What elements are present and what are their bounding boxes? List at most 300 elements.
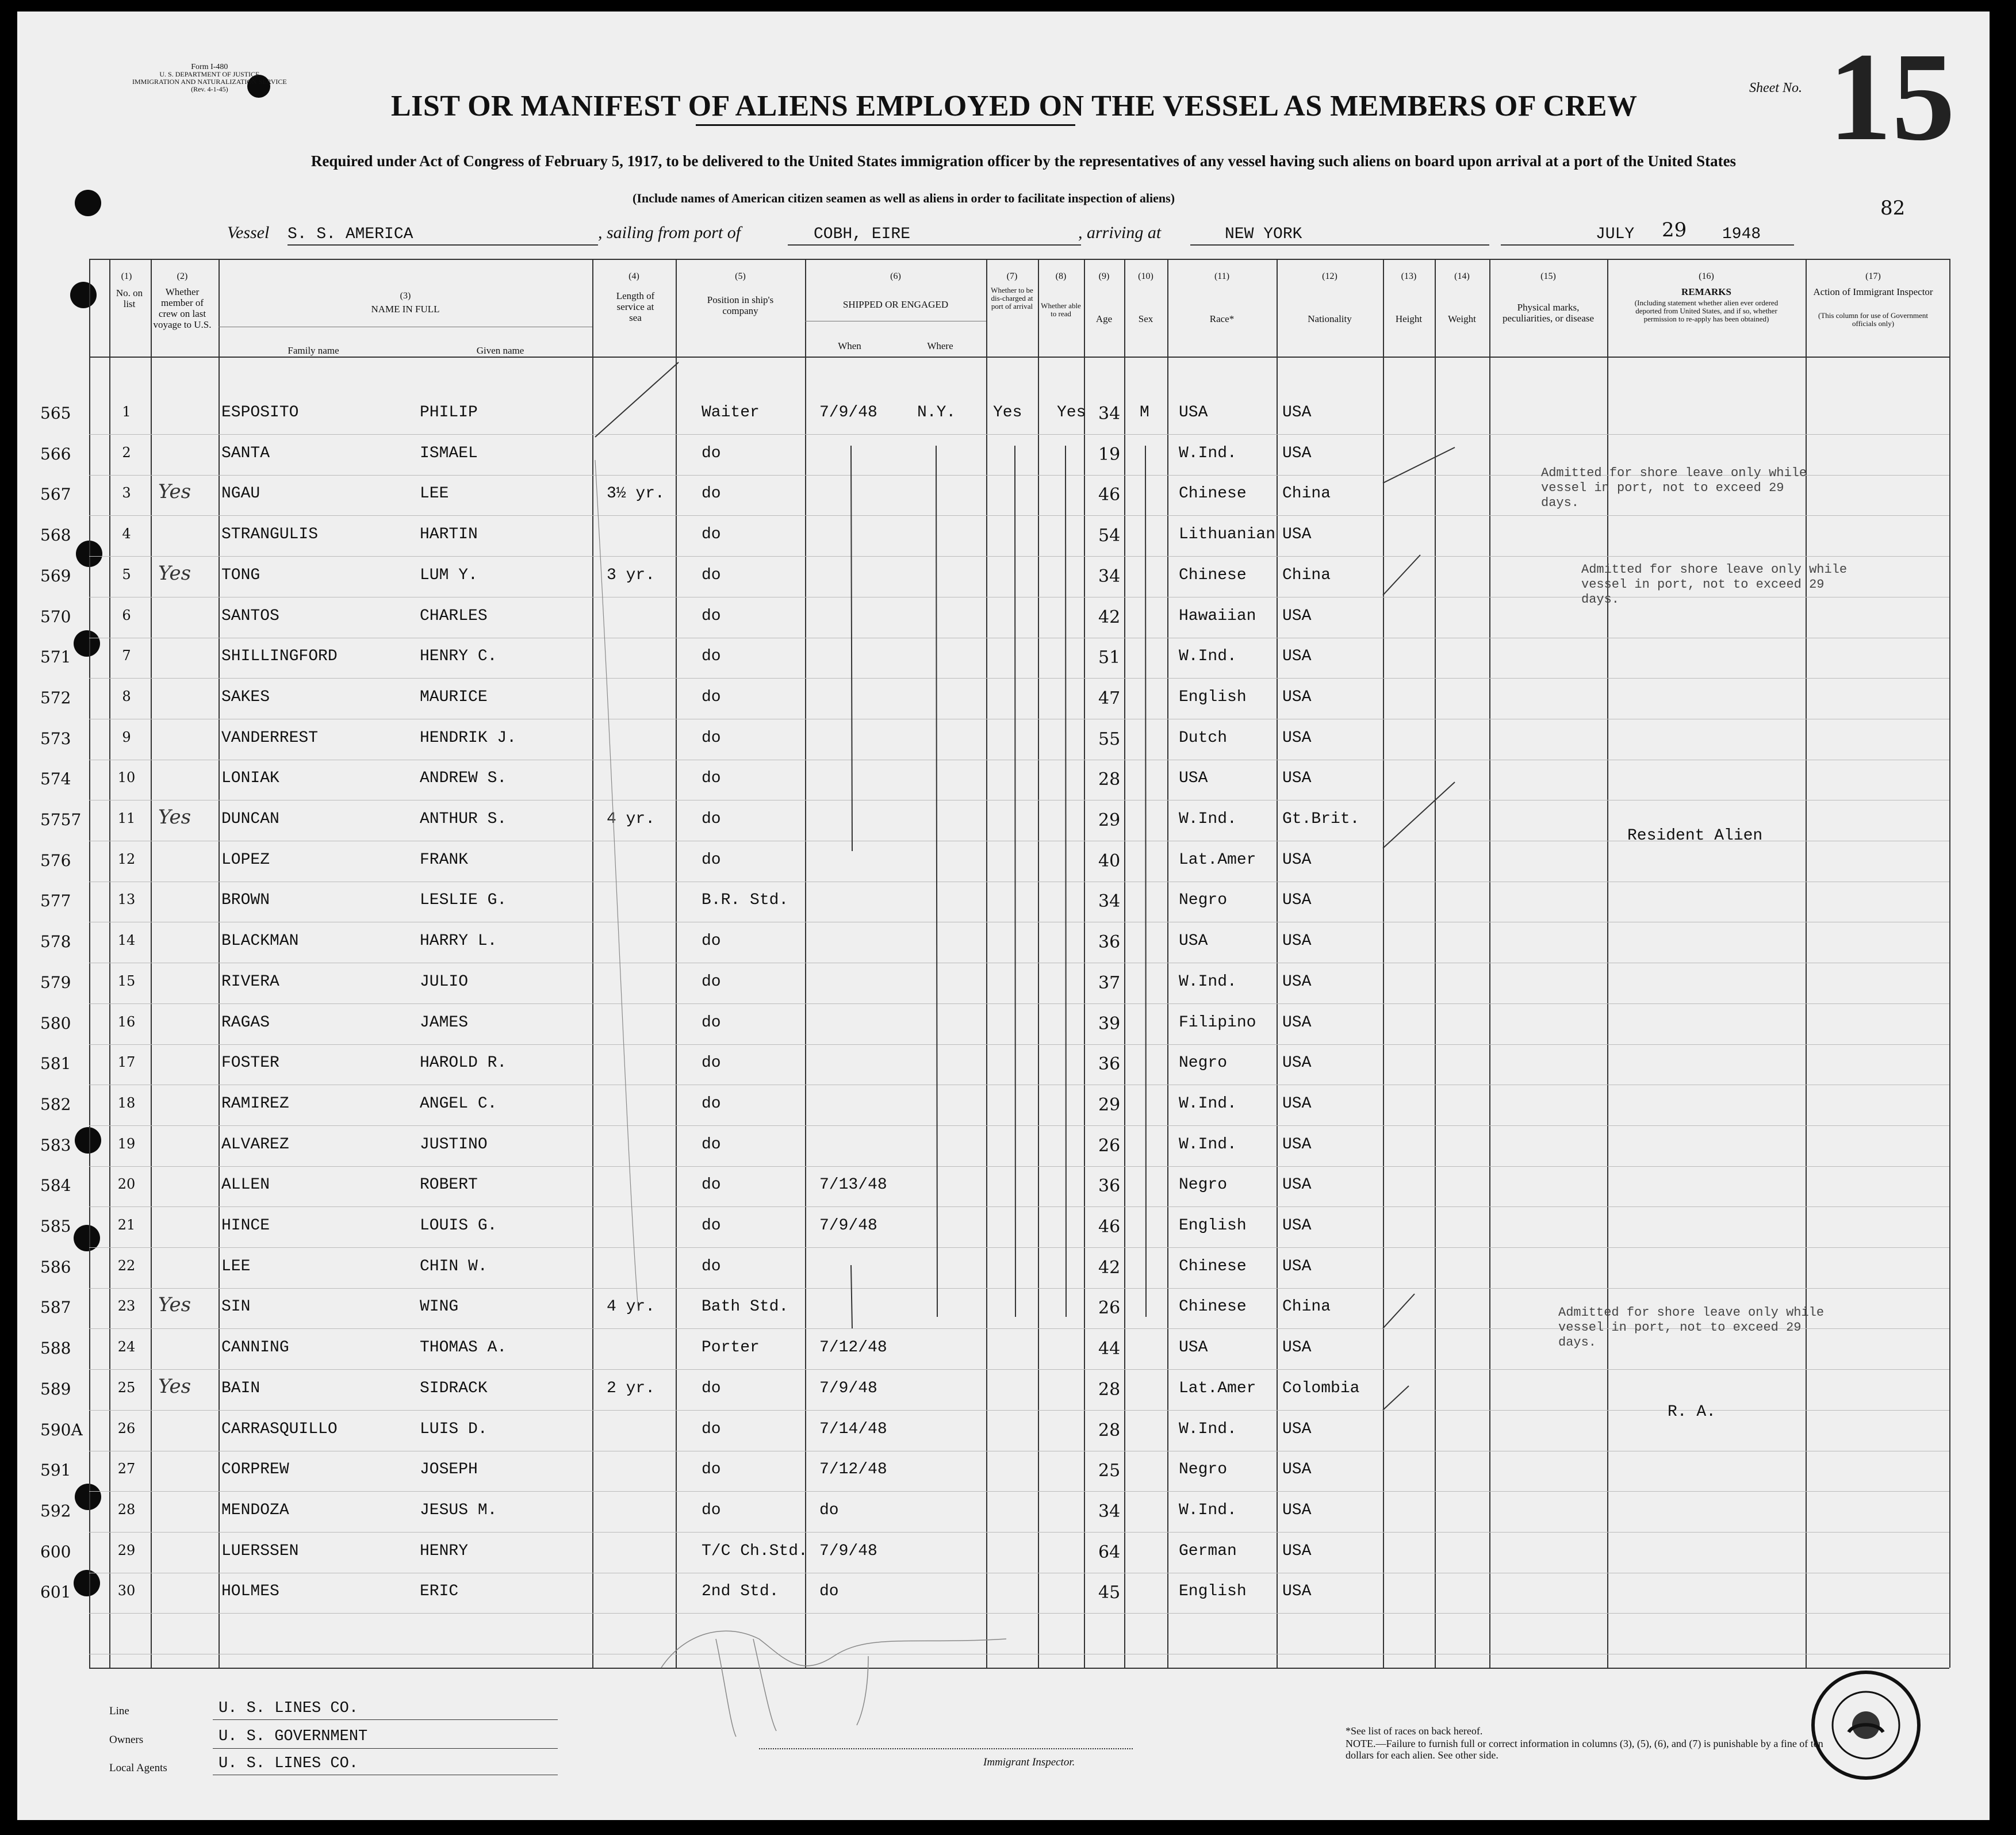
row-read: Yes xyxy=(1057,404,1086,422)
row-race: USA xyxy=(1179,932,1208,951)
row-service: 4 yr. xyxy=(607,1298,656,1316)
header-sex: Sex xyxy=(1138,313,1153,324)
row-family: DUNCAN xyxy=(221,810,279,828)
row-given: JAMES xyxy=(420,1013,469,1032)
arrival-date-day: 29 xyxy=(1662,219,1687,242)
row-given: ANTHUR S. xyxy=(420,810,507,828)
row-family: BLACKMAN xyxy=(221,932,299,951)
header-age: Age xyxy=(1095,313,1113,324)
row-race: W.Ind. xyxy=(1179,972,1237,991)
row-race: USA xyxy=(1179,1339,1208,1357)
col-number: (5) xyxy=(735,271,746,281)
row-nationality: USA xyxy=(1282,1257,1312,1275)
header-family-name: Family name xyxy=(288,345,339,356)
row-ref: 567 xyxy=(40,485,71,504)
service-ditto-line xyxy=(595,460,638,1311)
header-height: Height xyxy=(1395,313,1423,324)
row-race: USA xyxy=(1179,769,1208,788)
header-weight: Weight xyxy=(1448,313,1476,324)
row-given: ROBERT xyxy=(420,1176,478,1194)
row-family: FOSTER xyxy=(221,1054,279,1072)
row-race: W.Ind. xyxy=(1179,810,1237,828)
row-age: 55 xyxy=(1098,729,1121,749)
form-number: Form I-480 xyxy=(191,63,228,71)
row-nationality: USA xyxy=(1282,1176,1312,1194)
row-given: HENRY C. xyxy=(420,648,497,666)
sailing-from-port: COBH, EIRE xyxy=(814,225,911,243)
row-family: NGAU xyxy=(221,485,260,503)
row-race: W.Ind. xyxy=(1179,1501,1237,1519)
arrival-date-month: JULY xyxy=(1596,225,1635,243)
row-family: BAIN xyxy=(221,1379,260,1397)
row-ref: 568 xyxy=(40,526,71,545)
col-number: (1) xyxy=(121,271,132,281)
row-race: Negro xyxy=(1179,1461,1228,1479)
row-race: English xyxy=(1179,688,1247,706)
row-race: Negro xyxy=(1179,891,1228,910)
row-family: LONIAK xyxy=(221,769,279,788)
row-when: 7/9/48 xyxy=(819,1217,877,1235)
row-family: CARRASQUILLO xyxy=(221,1420,338,1438)
row-nationality: China xyxy=(1282,566,1331,584)
header-remarks-sub: (Including statement whether alien ever ordered deported from United States, and if so, whether permission to re-apply has been obtained) xyxy=(1634,298,1779,323)
row-age: 19 xyxy=(1098,444,1121,465)
row-ref: 566 xyxy=(40,444,71,463)
row-when: 7/9/48 xyxy=(819,1379,877,1397)
row-ref: 573 xyxy=(40,729,71,748)
row-ref: 585 xyxy=(40,1217,71,1236)
sheet-number-label: Sheet No. xyxy=(1749,81,1802,95)
row-position: do xyxy=(702,607,721,625)
reference-number: 82 xyxy=(1880,197,1906,220)
header-inspector-sub: (This column for use of Government officials only) xyxy=(1818,311,1928,328)
row-ref: 576 xyxy=(40,851,71,870)
remark-link-mark xyxy=(1383,782,1455,848)
row-no: 3 xyxy=(122,485,131,501)
row-position: do xyxy=(702,769,721,788)
page-note: (Include names of American citizen seamen as well as aliens in order to facilitate inspection of aliens) xyxy=(633,191,1175,205)
row-service: 2 yr. xyxy=(607,1379,656,1397)
row-given: LESLIE G. xyxy=(420,891,507,910)
row-ref: 565 xyxy=(40,404,71,423)
vessel-name: S. S. AMERICA xyxy=(288,225,413,243)
col-number: (16) xyxy=(1699,271,1714,281)
row-given: CHARLES xyxy=(420,607,488,625)
row-nationality: USA xyxy=(1282,1094,1312,1113)
row-position: do xyxy=(702,566,721,584)
row-ref: 581 xyxy=(40,1054,71,1074)
remark-link-mark xyxy=(1383,447,1455,483)
inspector-signature xyxy=(661,1631,1006,1737)
row-family: MENDOZA xyxy=(221,1501,289,1519)
header-name-in-full: NAME IN FULL xyxy=(371,304,440,315)
row-no: 9 xyxy=(122,729,131,745)
row-age: 36 xyxy=(1098,1054,1121,1075)
row-given: LUM Y. xyxy=(420,566,478,584)
header-race: Race* xyxy=(1209,313,1235,324)
row-family: RIVERA xyxy=(221,972,279,991)
row-ref: 569 xyxy=(40,566,71,585)
row-no: 12 xyxy=(117,851,136,867)
row-nationality: USA xyxy=(1282,404,1312,422)
row-ref: 586 xyxy=(40,1257,71,1277)
header-remarks: REMARKS xyxy=(1681,286,1731,297)
row-race: Chinese xyxy=(1179,1257,1247,1275)
row-family: LEE xyxy=(221,1257,251,1275)
sheet-number: 15 xyxy=(1829,26,1955,167)
row-when: 7/12/48 xyxy=(819,1339,887,1357)
row-given: JUSTINO xyxy=(420,1135,488,1154)
row-position: do xyxy=(702,1135,721,1154)
row-no: 30 xyxy=(117,1583,136,1599)
row-where: N.Y. xyxy=(917,404,956,422)
row-family: BROWN xyxy=(221,891,270,910)
row-position: do xyxy=(702,1461,721,1479)
arriving-port: NEW YORK xyxy=(1225,225,1302,243)
row-nationality: Gt.Brit. xyxy=(1282,810,1360,828)
col-number: (6) xyxy=(890,271,901,281)
page-title: LIST OR MANIFEST OF ALIENS EMPLOYED ON THE VESSEL AS MEMBERS OF CREW xyxy=(391,90,1638,122)
header-no-on-list: No. on list xyxy=(116,288,143,309)
row-given: WING xyxy=(420,1298,459,1316)
row-race: W.Ind. xyxy=(1179,444,1237,462)
row-age: 36 xyxy=(1098,932,1121,953)
footer-agents-value: U. S. LINES CO. xyxy=(219,1755,359,1772)
row-position: do xyxy=(702,526,721,544)
row-nationality: USA xyxy=(1282,1501,1312,1519)
row-age: 34 xyxy=(1098,566,1121,587)
row-ref: 583 xyxy=(40,1135,71,1155)
row-position: Waiter xyxy=(702,404,760,422)
row-race: Hawaiian xyxy=(1179,607,1256,625)
row-position: do xyxy=(702,729,721,747)
row-age: 46 xyxy=(1098,485,1121,505)
row-ref: 584 xyxy=(40,1176,71,1196)
row-given: JOSEPH xyxy=(420,1461,478,1479)
header-position: Position in ship's company xyxy=(707,294,774,316)
row-no: 28 xyxy=(117,1501,136,1518)
remark-link-mark xyxy=(1383,555,1420,595)
row-crew: Yes xyxy=(158,1374,191,1398)
row-position: do xyxy=(702,648,721,666)
row-age: 25 xyxy=(1098,1461,1121,1481)
handwritten-marks xyxy=(17,12,1990,1820)
row-position: do xyxy=(702,851,721,869)
official-seal xyxy=(1808,1668,1923,1783)
row-race: Negro xyxy=(1179,1054,1228,1072)
row-nationality: USA xyxy=(1282,444,1312,462)
races-note: *See list of races on back hereof. xyxy=(1346,1725,1483,1737)
row-race: USA xyxy=(1179,404,1208,422)
row-no: 8 xyxy=(122,688,131,704)
row-nationality: USA xyxy=(1282,688,1312,706)
row-given: HENDRIK J. xyxy=(420,729,517,747)
row-when: do xyxy=(819,1501,839,1519)
row-no: 1 xyxy=(122,404,131,420)
row-position: do xyxy=(702,932,721,951)
row-no: 21 xyxy=(117,1217,136,1233)
row-position: 2nd Std. xyxy=(702,1583,779,1601)
row-position: do xyxy=(702,1176,721,1194)
row-age: 42 xyxy=(1098,607,1121,627)
row-ref: 589 xyxy=(40,1379,71,1399)
row-race: Dutch xyxy=(1179,729,1228,747)
row-service: 3½ yr. xyxy=(607,485,665,503)
col-number: (15) xyxy=(1540,271,1556,281)
row-nationality: USA xyxy=(1282,648,1312,666)
row-given: HAROLD R. xyxy=(420,1054,507,1072)
col-number: (3) xyxy=(400,291,411,301)
row-age: 28 xyxy=(1098,769,1121,790)
row-age: 42 xyxy=(1098,1257,1121,1278)
row-family: SANTOS xyxy=(221,607,279,625)
row-age: 34 xyxy=(1098,404,1121,424)
row-nationality: USA xyxy=(1282,851,1312,869)
row-given: ERIC xyxy=(420,1583,459,1601)
row-race: Lat.Amer xyxy=(1179,1379,1256,1397)
row-age: 45 xyxy=(1098,1583,1121,1603)
remark-row-11: Resident Alien xyxy=(1627,827,1763,845)
row-age: 40 xyxy=(1098,851,1121,871)
row-no: 14 xyxy=(117,932,136,949)
manifest-sheet xyxy=(17,12,1990,1820)
row-given: ANGEL C. xyxy=(420,1094,497,1113)
row-age: 26 xyxy=(1098,1135,1121,1156)
row-ref: 571 xyxy=(40,648,71,667)
row-given: LOUIS G. xyxy=(420,1217,497,1235)
row-race: W.Ind. xyxy=(1179,1420,1237,1438)
row-age: 36 xyxy=(1098,1176,1121,1197)
row-nationality: China xyxy=(1282,1298,1331,1316)
row-ref: 579 xyxy=(40,972,71,992)
row-given: FRANK xyxy=(420,851,469,869)
row-position: do xyxy=(702,972,721,991)
row-race: Chinese xyxy=(1179,485,1247,503)
row-race: Chinese xyxy=(1179,566,1247,584)
row-race: Chinese xyxy=(1179,1298,1247,1316)
row-ref: 570 xyxy=(40,607,71,626)
row-given: JESUS M. xyxy=(420,1501,497,1519)
row-race: W.Ind. xyxy=(1179,1094,1237,1113)
row-no: 20 xyxy=(117,1176,136,1193)
row-given: ANDREW S. xyxy=(420,769,507,788)
row-ref: 600 xyxy=(40,1542,71,1561)
footer-owners-label: Owners xyxy=(109,1734,144,1746)
row-position: do xyxy=(702,810,721,828)
row-no: 25 xyxy=(117,1379,136,1396)
row-no: 23 xyxy=(117,1298,136,1315)
footer-owners-value: U. S. GOVERNMENT xyxy=(219,1728,368,1745)
row-ref: 5757 xyxy=(40,810,82,829)
sex-ditto-line xyxy=(1145,446,1146,1317)
col-number: (8) xyxy=(1055,271,1067,281)
row-ref: 577 xyxy=(40,891,71,911)
row-race: Lithuanian xyxy=(1179,526,1276,544)
row-given: HENRY xyxy=(420,1542,469,1560)
row-ref: 572 xyxy=(40,688,71,707)
row-given: JULIO xyxy=(420,972,469,991)
row-age: 47 xyxy=(1098,688,1121,708)
row-ref: 587 xyxy=(40,1298,71,1317)
row-family: RAGAS xyxy=(221,1013,270,1032)
row-race: German xyxy=(1179,1542,1237,1560)
header-inspector-action: Action of Immigrant Inspector xyxy=(1813,286,1933,297)
row-age: 44 xyxy=(1098,1339,1121,1359)
row-family: VANDERREST xyxy=(221,729,319,747)
col-number: (9) xyxy=(1098,271,1110,281)
row-when: do xyxy=(819,1583,839,1601)
row-ref: 591 xyxy=(40,1461,71,1480)
row-ref: 601 xyxy=(40,1583,71,1602)
arriving-label: , arriving at xyxy=(1078,223,1162,242)
row-position: do xyxy=(702,1054,721,1072)
row-ref: 580 xyxy=(40,1013,71,1033)
row-nationality: USA xyxy=(1282,769,1312,788)
row-when: 7/12/48 xyxy=(819,1461,887,1479)
row-no: 2 xyxy=(122,444,131,461)
row-no: 17 xyxy=(117,1054,136,1071)
row-age: 29 xyxy=(1098,1094,1121,1115)
row-nationality: USA xyxy=(1282,1013,1312,1032)
row-age: 28 xyxy=(1098,1420,1121,1441)
when-ditto-line xyxy=(851,446,852,851)
footer-agents-label: Local Agents xyxy=(109,1762,167,1774)
arrival-date-year: 1948 xyxy=(1722,225,1761,243)
row-nationality: USA xyxy=(1282,1217,1312,1235)
row-position: do xyxy=(702,1379,721,1397)
row-position: do xyxy=(702,444,721,462)
row-crew: Yes xyxy=(158,561,191,585)
row-ref: 588 xyxy=(40,1339,71,1358)
row-position: do xyxy=(702,1094,721,1113)
row-ref: 592 xyxy=(40,1501,71,1520)
col-number: (14) xyxy=(1454,271,1470,281)
header-shipped-engaged: SHIPPED OR ENGAGED xyxy=(842,299,949,310)
where-ditto-line xyxy=(936,446,937,1317)
remark-row-25: R. A. xyxy=(1668,1403,1716,1421)
row-given: THOMAS A. xyxy=(420,1339,507,1357)
row-race: Filipino xyxy=(1179,1013,1256,1032)
vessel-label: Vessel xyxy=(227,223,270,242)
row-no: 16 xyxy=(117,1013,136,1030)
row-position: do xyxy=(702,1217,721,1235)
row-ref: 590A xyxy=(40,1420,83,1439)
row-family: CANNING xyxy=(221,1339,289,1357)
row-position: do xyxy=(702,1501,721,1519)
row-nationality: USA xyxy=(1282,1583,1312,1601)
row-no: 26 xyxy=(117,1420,136,1436)
row-given: SIDRACK xyxy=(420,1379,488,1397)
row-no: 18 xyxy=(117,1094,136,1111)
footer-note: NOTE.—Failure to furnish full or correct information in columns (3), (5), (6), and (7) is punishable by a fine of ten dollars for each alien. See other side. xyxy=(1346,1738,1823,1761)
row-age: 34 xyxy=(1098,891,1121,912)
row-age: 37 xyxy=(1098,972,1121,993)
row-nationality: USA xyxy=(1282,1135,1312,1154)
header-crew-last-voyage: Whether member of crew on last voyage to U.S. xyxy=(153,286,212,330)
row-given: LUIS D. xyxy=(420,1420,488,1438)
form-service: IMMIGRATION AND NATURALIZATION SERVICE xyxy=(132,78,287,86)
row-no: 5 xyxy=(122,566,131,583)
when-ditto-line xyxy=(851,1265,852,1328)
header-length-of-service: Length of service at sea xyxy=(616,290,655,323)
row-age: 39 xyxy=(1098,1013,1121,1034)
row-ref: 574 xyxy=(40,769,71,789)
form-rev: (Rev. 4-1-45) xyxy=(191,85,228,93)
row-no: 27 xyxy=(117,1461,136,1477)
row-position: do xyxy=(702,1013,721,1032)
form-dept: U. S. DEPARTMENT OF JUSTICE xyxy=(159,70,260,78)
row-position: do xyxy=(702,485,721,503)
row-nationality: USA xyxy=(1282,972,1312,991)
row-nationality: USA xyxy=(1282,729,1312,747)
row-age: 29 xyxy=(1098,810,1121,830)
sailing-from-label: , sailing from port of xyxy=(598,223,741,242)
row-nationality: Colombia xyxy=(1282,1379,1360,1397)
header-where: Where xyxy=(927,340,953,351)
row-service: 4 yr. xyxy=(607,810,656,828)
row-nationality: USA xyxy=(1282,1339,1312,1357)
row-family: SAKES xyxy=(221,688,270,706)
row-family: SHILLINGFORD xyxy=(221,648,338,666)
remark-row-23: Admitted for shore leave only while vessel in port, not to exceed 29 days. xyxy=(1558,1305,1825,1350)
row-family: STRANGULIS xyxy=(221,526,319,544)
row-given: HARTIN xyxy=(420,526,478,544)
row-family: ESPOSITO xyxy=(221,404,299,422)
row-age: 34 xyxy=(1098,1501,1121,1522)
row-family: RAMIREZ xyxy=(221,1094,289,1113)
row-no: 7 xyxy=(122,648,131,664)
row-ref: 578 xyxy=(40,932,71,952)
row-nationality: China xyxy=(1282,485,1331,503)
col-number: (2) xyxy=(177,271,188,281)
row-given: ISMAEL xyxy=(420,444,478,462)
header-given-name: Given name xyxy=(476,345,524,356)
row-no: 13 xyxy=(117,891,136,908)
row-no: 29 xyxy=(117,1542,136,1558)
row-family: ALVAREZ xyxy=(221,1135,289,1154)
row-no: 24 xyxy=(117,1339,136,1355)
row-given: LEE xyxy=(420,485,449,503)
row-nationality: USA xyxy=(1282,1420,1312,1438)
row-when: 7/13/48 xyxy=(819,1176,887,1194)
row-race: W.Ind. xyxy=(1179,648,1237,666)
row-age: 28 xyxy=(1098,1379,1121,1400)
service-dash-mark xyxy=(595,362,679,437)
row-no: 19 xyxy=(117,1135,136,1152)
row-family: SIN xyxy=(221,1298,251,1316)
col-number: (17) xyxy=(1865,271,1881,281)
header-able-to-read: Whether able to read xyxy=(1041,301,1081,318)
row-position: do xyxy=(702,1420,721,1438)
row-position: Bath Std. xyxy=(702,1298,789,1316)
row-no: 4 xyxy=(122,526,131,542)
row-family: CORPREW xyxy=(221,1461,289,1479)
row-age: 64 xyxy=(1098,1542,1121,1562)
row-age: 51 xyxy=(1098,648,1121,668)
row-family: TONG xyxy=(221,566,260,584)
footer-line-label: Line xyxy=(109,1705,129,1717)
col-number: (7) xyxy=(1006,271,1018,281)
row-position: do xyxy=(702,688,721,706)
row-family: SANTA xyxy=(221,444,270,462)
row-given: CHIN W. xyxy=(420,1257,488,1275)
header-discharged: Whether to be dis-charged at port of arrival xyxy=(991,286,1033,311)
row-family: LUERSSEN xyxy=(221,1542,299,1560)
remark-row-3: Admitted for shore leave only while vessel in port, not to exceed 29 days. xyxy=(1541,466,1807,510)
row-age: 26 xyxy=(1098,1298,1121,1319)
row-position: do xyxy=(702,1257,721,1275)
col-number: (13) xyxy=(1401,271,1417,281)
